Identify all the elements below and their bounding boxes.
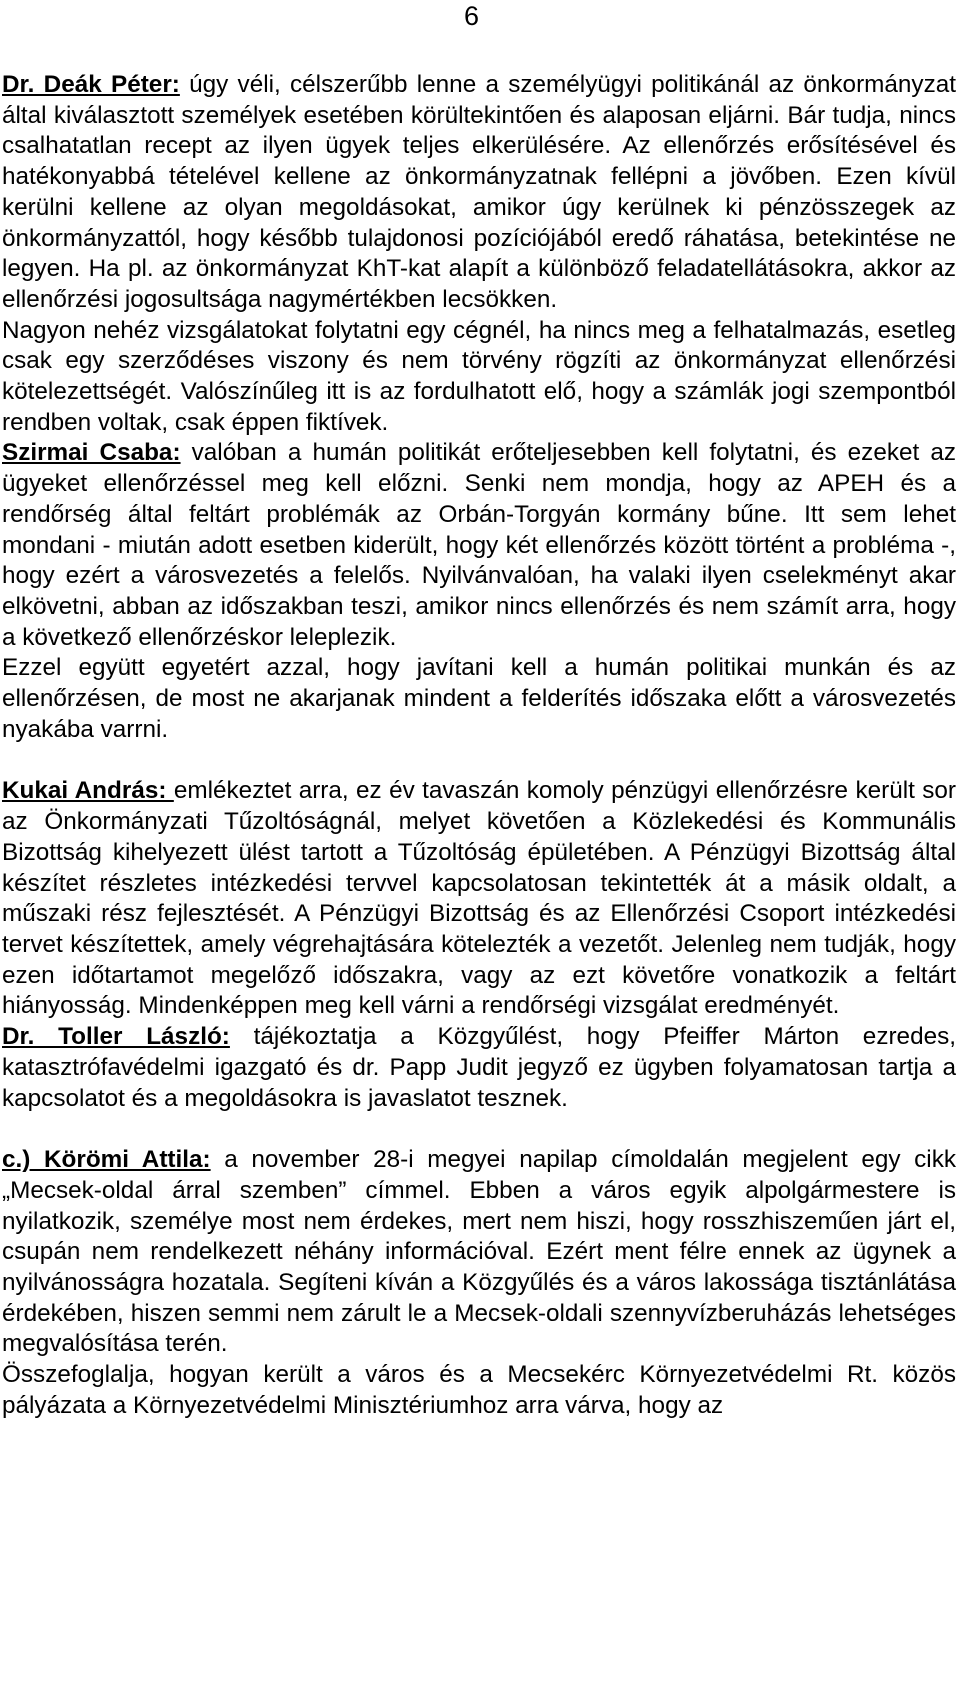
- paragraph-text: Nagyon nehéz vizsgálatokat folytatni egy cégnél, ha nincs meg a felhatalmazás, esetleg csak egy szerződéses viszony és nem törvény rögzíti az önkormányzat ellenőrzési kötelezettségét. Valószínűleg itt is az fordulhatott elő, hogy a számlák jogi szempontból rendben voltak, csak éppen fiktívek.: [2, 316, 956, 436]
- paragraph-text: emlékeztet arra, ez év tavaszán komoly pénzügyi ellenőrzésre került sor az Önkormányzati Tűzoltóságnál, melyet követően a Közlekedési és Kommunális Bizottság kihelyezett ülést tartott a Tűzoltóság épületében. A Pénzügyi Bizottság által készítet részletes intézkedési tervvel kapcsolatosan tekintették át a másik oldalt, a műszaki rész fejlesztését. A Pénzügyi Bizottság és az Ellenőrzési Csoport intézkedési tervet készítettek, amely végrehajtására kötelezték a vezetőt. Jelenleg nem tudják, hogy ezen időtartamot megelőző időszakra, vagy az ezt követőre vonatkozik a feltárt hiányosság. Mindenképpen meg kell várni a rendőrségi vizsgálat eredményét.: [2, 777, 956, 1020]
- paragraph-text: tájékoztatja a Közgyűlést, hogy Pfeiffer Márton ezredes, katasztrófavédelmi igazgató és dr. Papp Judit jegyző ez ügyben folyamatosan tartja a kapcsolatot és a megoldásokra is javaslatot tesznek.: [2, 1023, 956, 1112]
- paragraph-text: Ezzel együtt egyetért azzal, hogy javítani kell a humán politikai munkán és az ellenőrzésen, de most ne akarjanak mindent a felderítés időszaka előtt a városvezetés nyakába varrni.: [2, 654, 956, 743]
- paragraph-toller-laszlo: [2, 1022, 956, 1114]
- paragraph-koromi-attila: [2, 1145, 956, 1360]
- paragraph-szirmai-csaba: [2, 438, 956, 653]
- paragraph-text: a november 28-i megyei napilap címoldalán megjelent egy cikk „Mecsek-oldal árral szemben” címmel. Ebben a város egyik alpolgármestere is nyilatkozik, személye most nem érdekes, mert nem hiszi, hogy rosszhiszeműen járt el, csupán nem rendelkezett néhány információval. Ezért ment félre ennek az ügynek a nyilvánosságra hozatala. Segíteni kíván a Közgyűlés és a város lakossága tisztánlátása érdekében, hiszen semmi nem zárult le a Mecsek-oldali szennyvízberuházás lehetséges megvalósítása terén.: [2, 1146, 956, 1358]
- speaker-name: Dr. Toller László:: [2, 1023, 230, 1051]
- paragraph-continuation: [2, 1360, 956, 1421]
- speaker-name: Szirmai Csaba:: [2, 439, 181, 467]
- document-body: [2, 70, 956, 1422]
- paragraph-kukai-andras: [2, 776, 956, 1022]
- paragraph-text: Összefoglalja, hogyan került a város és a Mecsekérc Környezetvédelmi Rt. közös pályázata a Környezetvédelmi Minisztériumhoz arra várva, hogy az: [2, 1361, 956, 1419]
- speaker-name: Kukai András:: [2, 777, 174, 805]
- speaker-name: c.) Körömi Attila:: [2, 1146, 211, 1174]
- paragraph-continuation: [2, 653, 956, 745]
- paragraph-text: úgy véli, célszerűbb lenne a személyügyi politikánál az önkormányzat által kiválasztott személyek esetében körültekintően és alaposan eljárni. Bár tudja, nincs csalhatatlan recept az ilyen ügyek teljes elkerülésére. Az ellenőrzés erősítésével és hatékonyabbá tételével kellene az önkormányzatnak fellépni a jövőben. Ezen kívül kerülni kellene az olyan megoldásokat, amikor úgy kerülnek ki pénzösszegek az önkormányzattól, hogy később tulajdonosi pozíciójából eredő ráhatása, betekintése ne legyen. Ha pl. az önkormányzat KhT-kat alapít a különböző feladatellátásokra, akkor az ellenőrzési jogosultsága nagymértékben lecsökken.: [2, 71, 956, 313]
- page-number: 6: [464, 1, 480, 31]
- paragraph-continuation: [2, 316, 956, 439]
- paragraph-text: valóban a humán politikát erőteljesebben kell folytatni, és ezeket az ügyeket ellenőrzéssel meg kell előzni. Senki nem mondja, hogy az APEH és a rendőrség által feltárt problémák az Orbán-Torgyán kormány bűne. Itt sem lehet mondani - miután adott esetben kiderült, hogy két ellenőrzés között történt a probléma -, hogy ezért a városvezetés a felelős. Nyilvánvalóan, ha valaki ilyen cselekményt akar elkövetni, abban az időszakban teszi, amikor nincs ellenőrzés és nem számít arra, hogy a következő ellenőrzéskor leleplezik.: [2, 439, 956, 651]
- paragraph-deak-peter: [2, 70, 956, 316]
- speaker-name: Dr. Deák Péter:: [2, 71, 180, 98]
